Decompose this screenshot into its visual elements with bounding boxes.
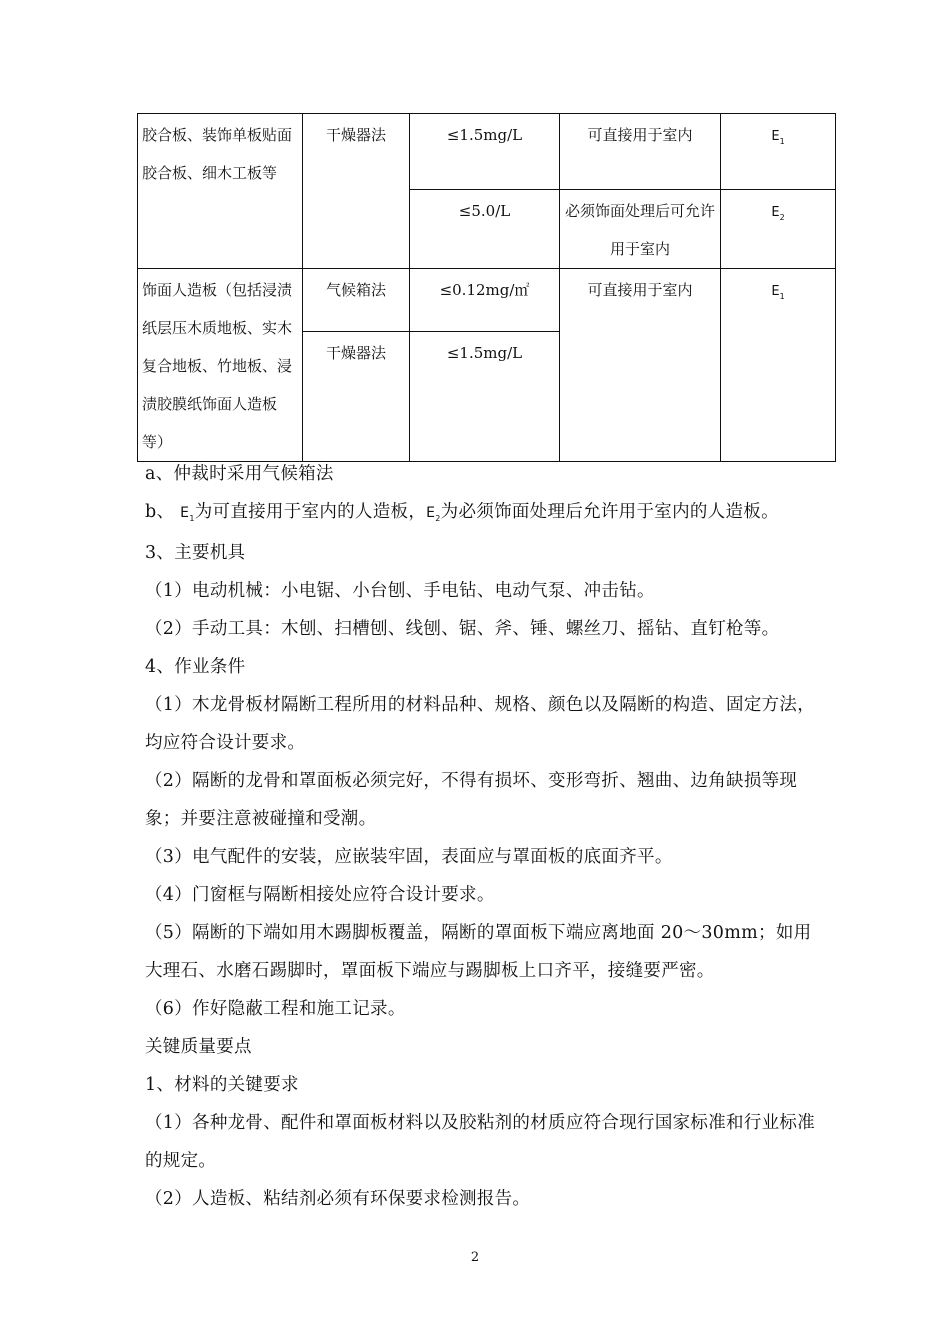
- section-heading: 3、主要机具: [145, 543, 246, 563]
- paragraph: （1）木龙骨板材隔断工程所用的材料品种、规格、颜色以及隔断的构造、固定方法，均应符合设计要求。: [145, 695, 816, 753]
- grade-label: $E_1$: [771, 284, 785, 301]
- paragraph: （2）隔断的龙骨和罩面板必须完好，不得有损坏、变形弯折、翘曲、边角缺损等现象；并要注意被碰撞和受潮。: [145, 771, 798, 829]
- paragraph: （2）手动工具：木刨、扫槽刨、线刨、锯、斧、锤、螺丝刀、摇钻、直钉枪等。: [145, 619, 780, 639]
- limit-cell: ≤5.0/L: [410, 190, 560, 269]
- grade-cell: [721, 190, 836, 269]
- e1-label: $E_1$: [180, 505, 195, 523]
- section-heading: 4、作业条件: [145, 657, 246, 677]
- e2-label: $E_2$: [426, 505, 441, 523]
- grade-cell: [721, 114, 836, 190]
- paragraph: （4）门窗框与隔断相接处应符合设计要求。: [145, 885, 495, 905]
- paragraph: （5）隔断的下端如用木踢脚板覆盖，隔断的罩面板下端应离地面 20～30mm；如用大理石、水磨石踢脚时，罩面板下端应与踢脚板上口齐平，接缝要严密。: [145, 923, 812, 981]
- product-cell: 饰面人造板（包括浸渍纸层压木质地板、实木复合地板、竹地板、浸渍胶膜纸饰面人造板等）: [138, 269, 303, 462]
- paragraph: （6）作好隐蔽工程和施工记录。: [145, 999, 406, 1019]
- page-number: 2: [470, 1250, 480, 1265]
- paragraph: （1）各种龙骨、配件和罩面板材料以及胶粘剂的材质应符合现行国家标准和行业标准的规定。: [145, 1113, 816, 1171]
- limit-cell: ≤1.5mg/L: [410, 331, 560, 461]
- test-method-cell: 气候箱法: [303, 269, 410, 332]
- test-method-cell: 干燥器法: [303, 114, 410, 269]
- section-heading: 1、材料的关键要求: [145, 1075, 299, 1095]
- usage-cell: 可直接用于室内: [560, 269, 721, 462]
- document-body: [145, 455, 825, 1218]
- paragraph: （2）人造板、粘结剂必须有环保要求检测报告。: [145, 1189, 531, 1209]
- test-method-cell: 干燥器法: [303, 331, 410, 461]
- limit-cell: ≤1.5mg/L: [410, 114, 560, 190]
- formaldehyde-spec-table: [137, 113, 836, 462]
- grade-label: $E_2$: [771, 205, 785, 222]
- grade-cell: [721, 269, 836, 462]
- usage-cell: 必须饰面处理后可允许用于室内: [560, 190, 721, 269]
- paragraph: （1）电动机械：小电锯、小台刨、手电钻、电动气泵、冲击钻。: [145, 581, 655, 601]
- limit-cell: ≤0.12mg/㎡: [410, 269, 560, 332]
- paragraph: （3）电气配件的安装，应嵌装牢固，表面应与罩面板的底面齐平。: [145, 847, 673, 867]
- usage-cell: 可直接用于室内: [560, 114, 721, 190]
- section-heading: 关键质量要点: [145, 1037, 252, 1057]
- grade-label: $E_1$: [771, 129, 785, 146]
- note-a: a、仲裁时采用气候箱法: [145, 464, 334, 484]
- note-b: b、 $E_1$为可直接用于室内的人造板，$E_2$为必须饰面处理后允许用于室内的人造板。: [145, 502, 779, 523]
- product-cell: 胶合板、装饰单板贴面胶合板、细木工板等: [138, 114, 303, 269]
